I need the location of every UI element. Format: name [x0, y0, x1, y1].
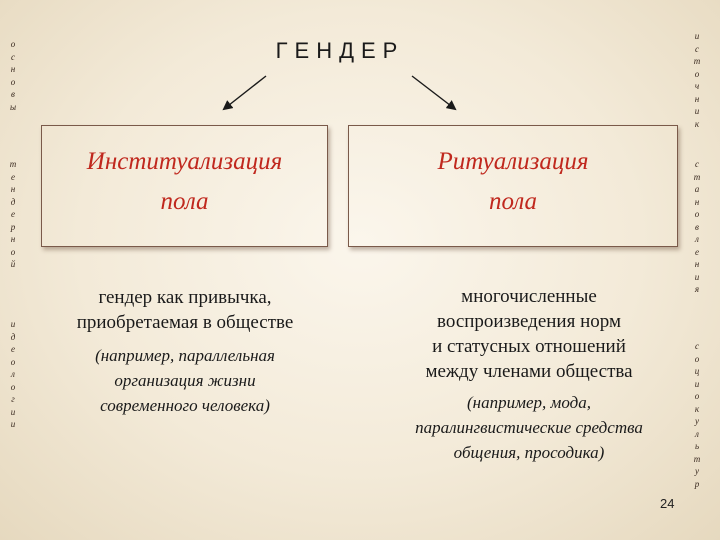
margin-letter: о: [10, 76, 16, 87]
margin-letter: д: [10, 196, 16, 207]
margin-letter: н: [10, 234, 16, 244]
slide-title: ГЕНДЕР: [275, 38, 405, 63]
margin-letter: к: [694, 403, 700, 414]
margin-letter: е: [695, 246, 699, 257]
margin-letter: о: [694, 391, 700, 401]
margin-letter: р: [10, 221, 16, 232]
ritualization-title: Ритуализация пола: [437, 148, 589, 215]
institutionalization-box: [41, 125, 328, 247]
margin-letter: и: [694, 271, 700, 282]
margin-letter: а: [694, 184, 700, 194]
margin-letter: т: [693, 56, 701, 66]
margin-letter: с: [695, 341, 699, 351]
margin-letter: в: [11, 89, 15, 99]
arrow-right: [412, 76, 455, 109]
margin-letter: с: [11, 51, 15, 62]
institutionalization-description: гендер как привычка, приобретаемая в обществе: [76, 287, 294, 333]
margin-letter: о: [10, 381, 16, 392]
margin-letter: т: [693, 453, 701, 464]
margin-letter: о: [694, 353, 700, 364]
margin-letter: у: [695, 466, 699, 476]
margin-letter: я: [694, 284, 700, 294]
margin-letter: л: [695, 428, 699, 439]
margin-letter: д: [10, 331, 16, 342]
institutionalization-title: Институализация пола: [86, 148, 283, 215]
margin-letter: е: [11, 344, 15, 354]
margin-letter: ч: [694, 81, 700, 91]
ritualization-box: [348, 125, 678, 247]
margin-letter: ы: [9, 101, 17, 112]
margin-letter: и: [10, 406, 16, 417]
margin-letter: о: [694, 68, 700, 79]
margin-letter: ь: [694, 441, 700, 451]
margin-letter: и: [694, 106, 700, 116]
page-number: 24: [660, 496, 675, 511]
margin-letter: ц: [694, 366, 700, 376]
margin-letter: в: [695, 221, 699, 232]
margin-letter: й: [10, 259, 16, 269]
margin-letter: н: [10, 64, 16, 74]
margin-letter: о: [10, 356, 16, 367]
margin-letter: н: [694, 259, 700, 269]
ritualization-example: (например, мода, паралингвистические средства общения, просодика): [415, 393, 643, 462]
margin-letter: н: [10, 184, 16, 194]
margin-letter: т: [9, 159, 17, 169]
margin-letter: н: [694, 196, 700, 207]
margin-letter: с: [695, 159, 699, 169]
margin-letter: р: [694, 478, 700, 489]
margin-letter: л: [11, 369, 15, 379]
margin-letter: н: [694, 93, 700, 104]
ritualization-description: многочисленные воспроизведения норм и статусных отношений между членами общества: [425, 286, 633, 382]
margin-letter: и: [694, 378, 700, 389]
margin-letter: т: [693, 171, 701, 182]
margin-letter: г: [11, 394, 15, 404]
margin-letter: у: [695, 416, 699, 426]
margin-letter: с: [695, 43, 699, 54]
margin-letter: к: [694, 118, 700, 129]
margin-letter: л: [695, 234, 699, 244]
margin-letter: и: [10, 419, 16, 429]
margin-letter: о: [10, 39, 16, 49]
institutionalization-example: (например, параллельная организация жизни современного человека): [95, 346, 275, 415]
margin-letter: и: [694, 31, 700, 41]
arrow-left: [224, 76, 266, 109]
margin-letter: е: [11, 209, 15, 219]
margin-letter: о: [10, 246, 16, 257]
margin-letter: о: [694, 209, 700, 219]
margin-letter: е: [11, 171, 15, 182]
margin-letter: и: [10, 319, 16, 329]
